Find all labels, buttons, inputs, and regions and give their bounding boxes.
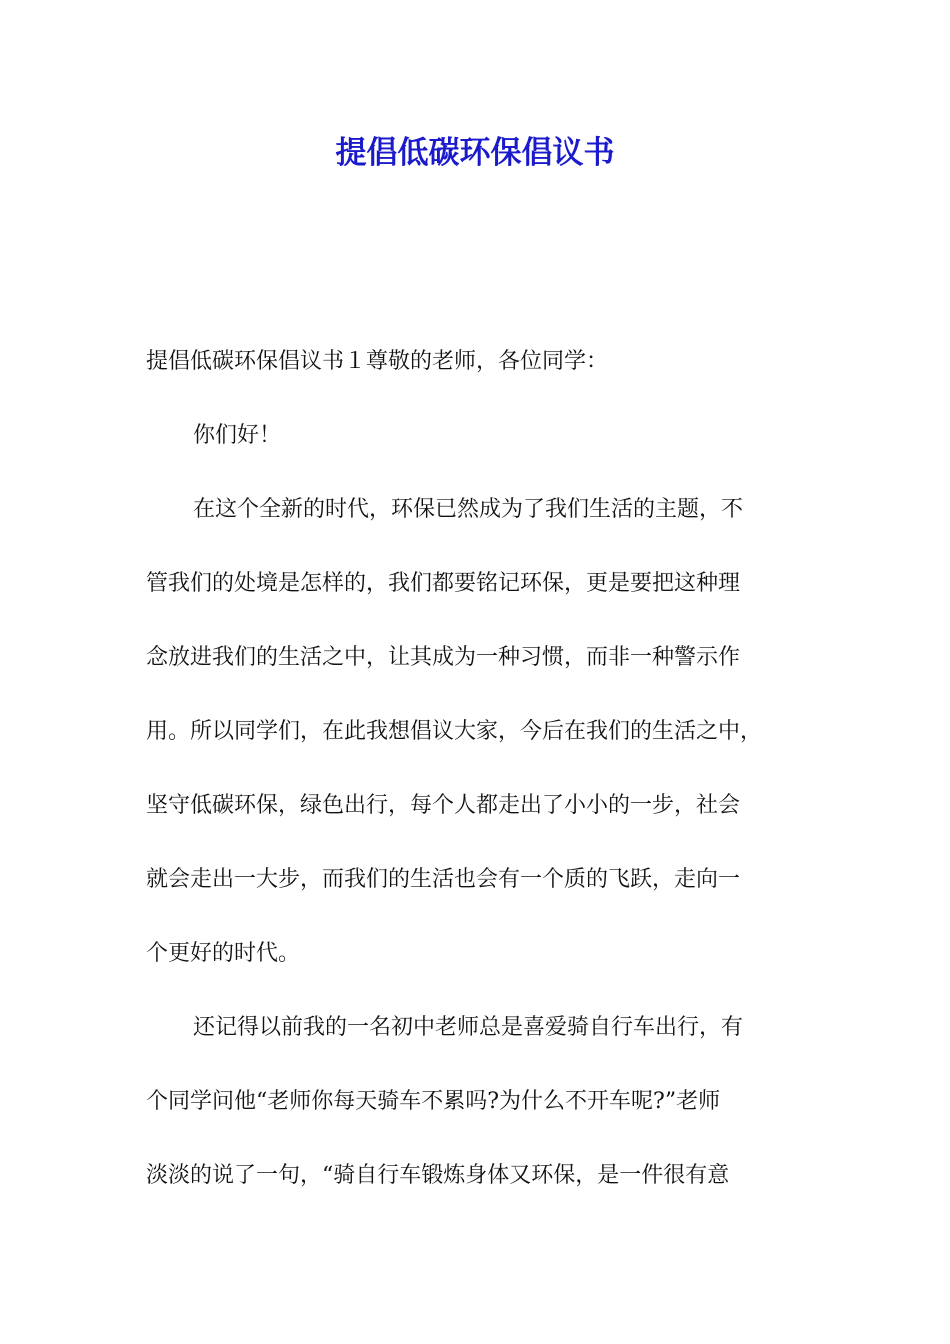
- text-line: 你们好！: [193, 423, 282, 448]
- text-line: 坚守低碳环保，绿色出行，每个人都走出了小小的一步，社会: [146, 793, 741, 818]
- text-line: 念放进我们的生活之中，让其成为一种习惯，而非一种警示作: [146, 645, 741, 670]
- document-title: 提倡低碳环保倡议书: [335, 135, 615, 171]
- text-line: 在这个全新的时代，环保已然成为了我们生活的主题，不: [193, 497, 744, 522]
- text-line: 还记得以前我的一名初中老师总是喜爱骑自行车出行，有: [193, 1015, 744, 1040]
- text-line: 个更好的时代。: [146, 941, 301, 966]
- text-line: 淡淡的说了一句，“骑自行车锻炼身体又环保，是一件很有意: [146, 1163, 730, 1188]
- document-body: [146, 340, 816, 1228]
- text-line: 用。所以同学们，在此我想倡议大家，今后在我们的生活之中，: [146, 719, 763, 744]
- text-line: 提倡低碳环保倡议书１尊敬的老师，各位同学：: [146, 349, 609, 374]
- text-line: 个同学问他“老师你每天骑车不累吗?为什么不开车呢?”老师: [146, 1089, 721, 1114]
- text-line: 管我们的处境是怎样的，我们都要铭记环保，更是要把这种理: [146, 571, 741, 596]
- text-line: 就会走出一大步，而我们的生活也会有一个质的飞跃，走向一: [146, 867, 741, 892]
